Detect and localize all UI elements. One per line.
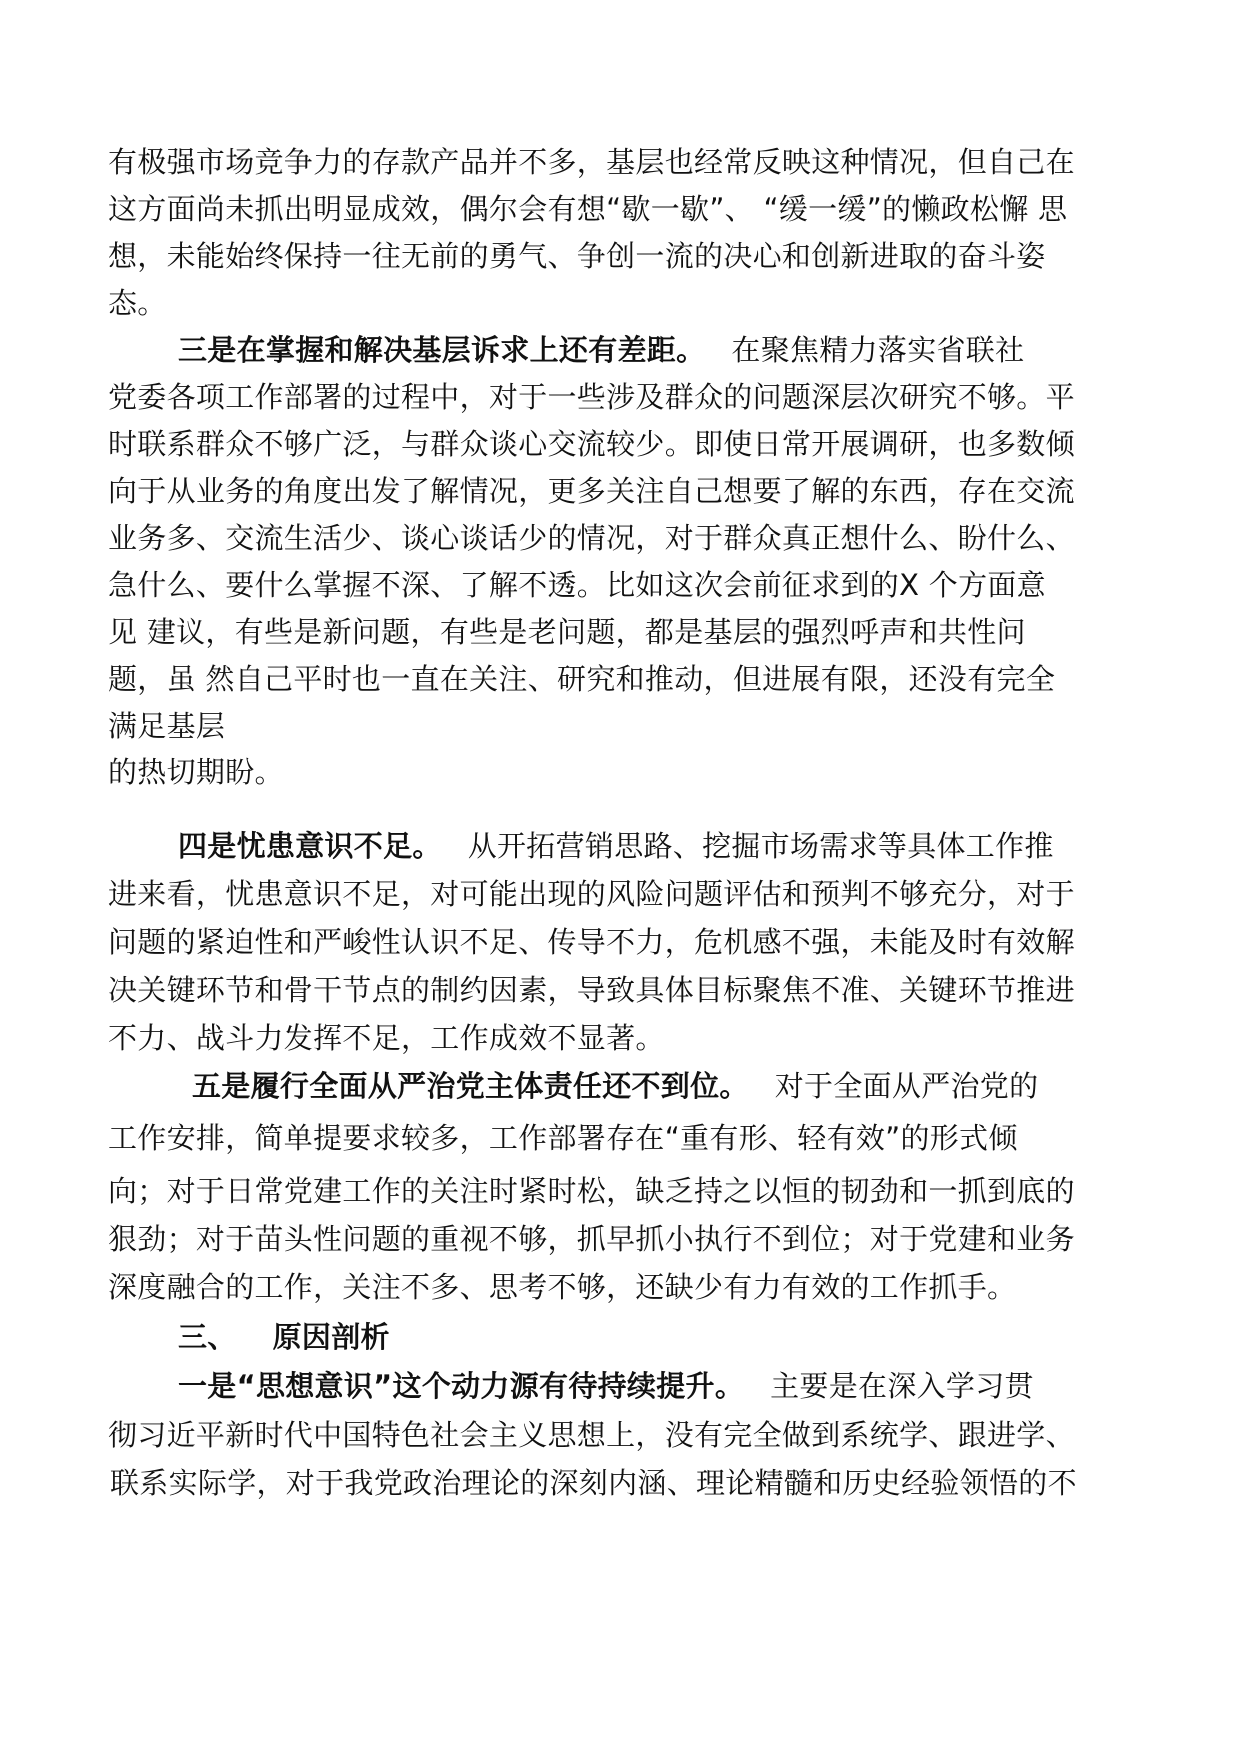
text-line: 的热切期盼。 <box>108 755 284 789</box>
text-line: 业务多、交流生活少、谈心谈话少的情况，对于群众真正想什么、盼什么、 <box>108 521 1075 555</box>
text-line: 有极强市场竞争力的存款产品并不多，基层也经常反映这种情况，但自己在 <box>108 145 1075 179</box>
text-line: 这方面尚未抓出明显成效，偶尔会有想“歇一歇”、 “缓一缓”的懒政松懈 思 <box>108 192 1068 226</box>
paragraph-6-heading: 一是“思想意识”这个动力源有待持续提升。 <box>178 1369 745 1403</box>
text-line: 彻习近平新时代中国特色社会主义思想上，没有完全做到系统学、跟进学、 <box>108 1418 1075 1452</box>
text-line: 进来看，忧患意识不足，对可能出现的风险问题评估和预判不够充分，对于 <box>108 877 1075 911</box>
text-line: 向；对于日常党建工作的关注时紧时松，缺乏持之以恒的韧劲和一抓到底的 <box>108 1174 1075 1208</box>
paragraph-5-heading: 五是履行全面从严治党主体责任还不到位。 <box>192 1069 749 1103</box>
text-line: 问题的紧迫性和严峻性认识不足、传导不力，危机感不强，未能及时有效解 <box>108 925 1075 959</box>
text-line: 工作安排，简单提要求较多，工作部署存在“重有形、轻有效”的形式倾 <box>108 1121 1018 1155</box>
text-line: 见 建议，有些是新问题，有些是老问题，都是基层的强烈呼声和共性问 <box>108 615 1026 649</box>
text-line: 不力、战斗力发挥不足，工作成效不显著。 <box>108 1021 665 1055</box>
section-number: 三、 <box>178 1320 237 1354</box>
text-line: 党委各项工作部署的过程中，对于一些涉及群众的问题深层次研究不够。平 <box>108 380 1075 414</box>
section-heading <box>178 1317 390 1357</box>
text-line: 时联系群众不够广泛，与群众谈心交流较少。即使日常开展调研，也多数倾 <box>108 427 1075 461</box>
paragraph-5-text: 对于全面从严治党的 <box>774 1069 1039 1103</box>
paragraph-4-heading: 四是忧患意识不足。 <box>178 829 442 863</box>
text-line: 态。 <box>108 286 167 320</box>
text-line: 急什么、要什么掌握不深、了解不透。比如这次会前征求到的X 个方面意 <box>108 568 1046 602</box>
paragraph-3-first-line <box>178 330 1024 370</box>
text-line: 狠劲；对于苗头性问题的重视不够，抓早抓小执行不到位；对于党建和业务 <box>108 1222 1075 1256</box>
paragraph-6-text: 主要是在深入学习贯 <box>770 1369 1034 1403</box>
text-line: 联系实际学，对于我党政治理论的深刻内涵、理论精髓和历史经验领悟的不 <box>110 1466 1077 1500</box>
text-line: 想，未能始终保持一往无前的勇气、争创一流的决心和创新进取的奋斗姿 <box>108 239 1046 273</box>
text-line: 题，虽 然自己平时也一直在关注、研究和推动，但进展有限，还没有完全 <box>108 662 1056 696</box>
paragraph-3-text: 在聚焦精力落实省联社 <box>731 333 1025 367</box>
paragraph-6-first-line <box>178 1366 1034 1406</box>
text-line: 深度融合的工作，关注不多、思考不够，还缺少有力有效的工作抓手。 <box>108 1270 1017 1304</box>
paragraph-4-first-line <box>178 826 1054 866</box>
section-title: 原因剖析 <box>272 1320 390 1354</box>
text-line: 决关键环节和骨干节点的制约因素，导致具体目标聚焦不准、关键环节推进 <box>108 973 1075 1007</box>
text-line: 向于从业务的角度出发了解情况，更多关注自己想要了解的东西，存在交流 <box>108 474 1075 508</box>
paragraph-4-text: 从开拓营销思路、挖掘市场需求等具体工作推 <box>467 829 1054 863</box>
paragraph-5-first-line <box>192 1066 1038 1106</box>
text-line: 满足基层 <box>108 709 226 743</box>
paragraph-3-heading: 三是在掌握和解决基层诉求上还有差距。 <box>178 333 706 367</box>
